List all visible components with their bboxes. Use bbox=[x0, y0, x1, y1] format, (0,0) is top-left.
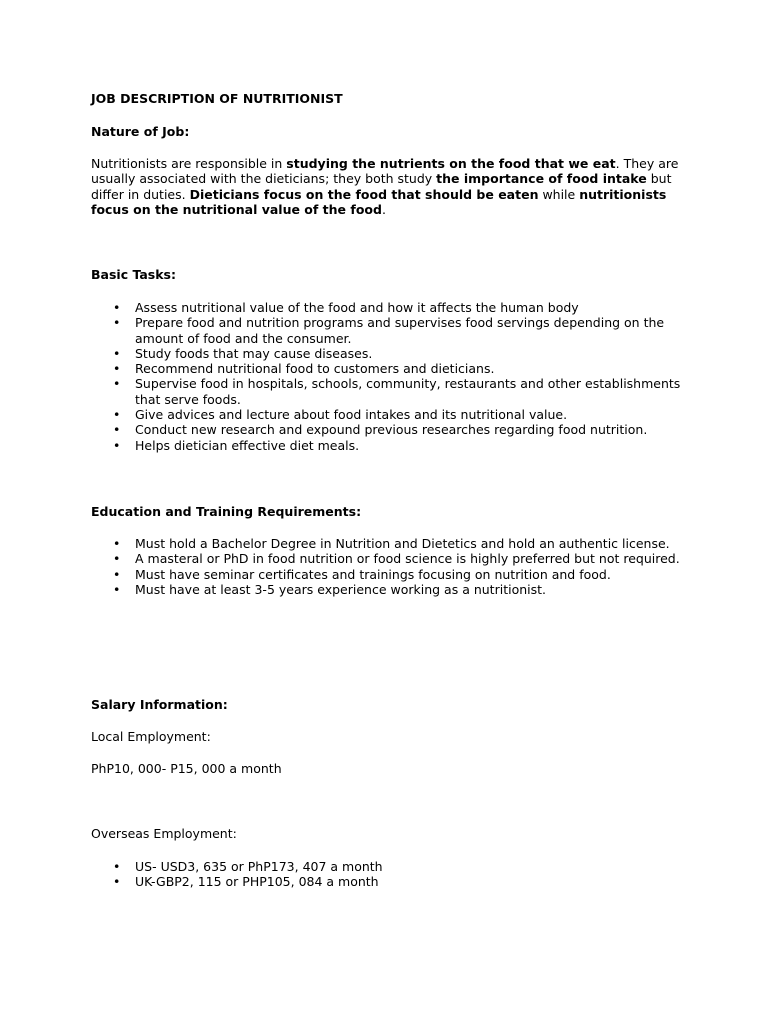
nature-heading: Nature of Job: bbox=[91, 124, 190, 139]
text-run: but differ in duties. bbox=[91, 171, 672, 202]
nature-paragraph bbox=[91, 156, 691, 217]
text-run: . bbox=[381, 201, 386, 217]
list-item: • Must hold a Bachelor Degree in Nutrition and Dietetics and hold an authentic license. bbox=[91, 536, 691, 551]
text-run: . They are usually associated with the dieticians; they both study bbox=[91, 156, 679, 187]
overseas-employment-label: Overseas Employment: bbox=[91, 826, 237, 841]
bold-phrase: nutritionists focus on the nutritional value of the food bbox=[91, 186, 667, 217]
local-salary-value: PhP10, 000- P15, 000 a month bbox=[91, 761, 282, 776]
education-heading: Education and Training Requirements: bbox=[91, 504, 362, 519]
salary-heading: Salary Information: bbox=[91, 697, 228, 712]
list-item: • Assess nutritional value of the food and how it affects the human body bbox=[91, 300, 691, 315]
bold-phrase: studying the nutrients on the food that we eat bbox=[286, 156, 616, 171]
overseas-list bbox=[91, 859, 691, 890]
list-item: • Must have seminar certificates and trainings focusing on nutrition and food. bbox=[91, 567, 691, 582]
bold-phrase: Dieticians focus on the food that should be eaten bbox=[189, 186, 539, 202]
list-item: • US- USD3, 635 or PhP173, 407 a month bbox=[91, 859, 691, 874]
list-item: • Must have at least 3-5 years experience working as a nutritionist. bbox=[91, 582, 691, 597]
list-item: • A masteral or PhD in food nutrition or food science is highly preferred but not required. bbox=[91, 551, 691, 566]
text-run: while bbox=[538, 186, 580, 202]
tasks-list bbox=[91, 300, 691, 453]
document-title: JOB DESCRIPTION OF NUTRITIONIST bbox=[91, 91, 343, 106]
local-employment-label: Local Employment: bbox=[91, 729, 211, 744]
list-item: • Study foods that may cause diseases. bbox=[91, 346, 691, 361]
list-item: • Give advices and lecture about food intakes and its nutritional value. bbox=[91, 407, 691, 422]
education-list bbox=[91, 536, 691, 597]
text-run: Nutritionists are responsible in bbox=[91, 156, 287, 171]
list-item: • Helps dietician effective diet meals. bbox=[91, 438, 691, 453]
bold-phrase: the importance of food intake bbox=[436, 171, 647, 187]
list-item: • Prepare food and nutrition programs and supervises food servings depending on the amount of food and the consumer. bbox=[91, 315, 691, 346]
list-item: • Recommend nutritional food to customers and dieticians. bbox=[91, 361, 691, 376]
list-item: • Supervise food in hospitals, schools, community, restaurants and other establishments that serve foods. bbox=[91, 376, 691, 407]
list-item: • Conduct new research and expound previous researches regarding food nutrition. bbox=[91, 422, 691, 437]
tasks-heading: Basic Tasks: bbox=[91, 267, 176, 282]
list-item: • UK-GBP2, 115 or PHP105, 084 a month bbox=[91, 874, 691, 889]
